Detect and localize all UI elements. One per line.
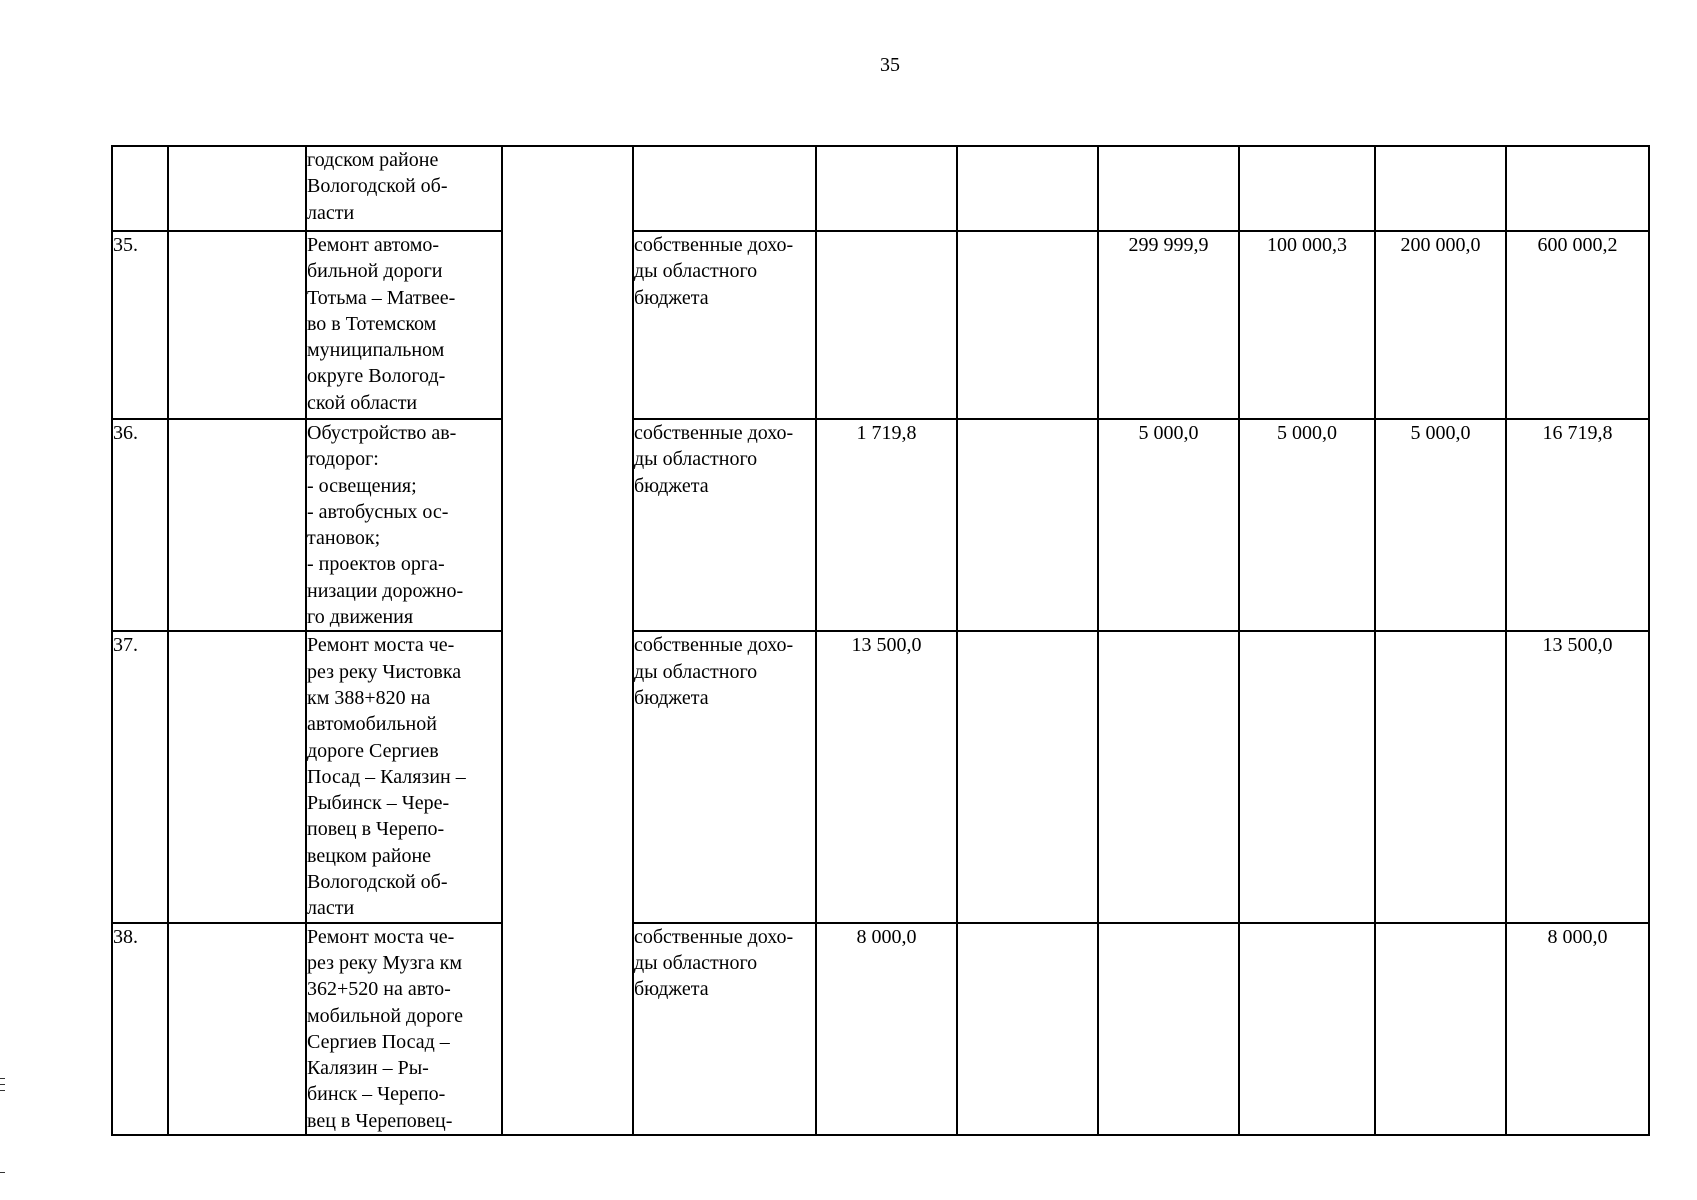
value-cell: 100 000,3 (1239, 231, 1375, 419)
table-row (112, 146, 1649, 231)
empty-cell (168, 231, 306, 419)
table-row (112, 631, 1649, 922)
funding-source: собственные дохо- ды областного бюджета (633, 631, 816, 922)
value-cell (1506, 146, 1649, 231)
empty-cell (168, 923, 306, 1135)
row-number: 36. (112, 419, 168, 631)
value-cell: 299 999,9 (1098, 231, 1239, 419)
table-row (112, 923, 1649, 1135)
budget-table (111, 145, 1650, 1136)
value-cell: 8 000,0 (1506, 923, 1649, 1135)
page-number: 35 (880, 54, 900, 76)
value-cell (1098, 146, 1239, 231)
value-cell (957, 923, 1098, 1135)
scan-edge-dash (0, 1172, 5, 1173)
value-cell (957, 146, 1098, 231)
funding-source: собственные дохо- ды областного бюджета (633, 923, 816, 1135)
value-cell (1098, 923, 1239, 1135)
value-cell (1375, 146, 1506, 231)
merged-cell (502, 146, 633, 1135)
value-cell (1239, 146, 1375, 231)
value-cell: 16 719,8 (1506, 419, 1649, 631)
value-cell (1098, 631, 1239, 922)
value-cell: 600 000,2 (1506, 231, 1649, 419)
measure-name: Ремонт моста че- рез реку Музга км 362+520 на авто- мобильной дороге Сергиев Посад – Калязин – Ры- бинск – Черепо- вец в Череповец- (306, 923, 502, 1135)
value-cell (1375, 631, 1506, 922)
value-cell (957, 631, 1098, 922)
empty-cell (168, 419, 306, 631)
funding-source (633, 146, 816, 231)
measure-name: годском районе Вологодской об- ласти (306, 146, 502, 231)
measure-name: Ремонт автомо- бильной дороги Тотьма – Матвее- во в Тотемском муниципальном округе Вологод- ской области (306, 231, 502, 419)
row-number: 37. (112, 631, 168, 922)
value-cell (957, 419, 1098, 631)
value-cell: 200 000,0 (1375, 231, 1506, 419)
value-cell (816, 231, 957, 419)
row-number: 38. (112, 923, 168, 1135)
value-cell: 13 500,0 (1506, 631, 1649, 922)
measure-name: Обустройство ав- тодорог: - освещения; - автобусных ос- тановок; - проектов орга- низации дорожно- го движения (306, 419, 502, 631)
measure-name: Ремонт моста че- рез реку Чистовка км 388+820 на автомобильной дороге Сергиев Посад – Калязин – Рыбинск – Чере- повец в Черепо- вецком районе Вологодской об- ласти (306, 631, 502, 922)
value-cell: 1 719,8 (816, 419, 957, 631)
table-row (112, 419, 1649, 631)
value-cell (816, 146, 957, 231)
value-cell: 8 000,0 (816, 923, 957, 1135)
row-number (112, 146, 168, 231)
value-cell (1239, 923, 1375, 1135)
value-cell: 5 000,0 (1239, 419, 1375, 631)
value-cell: 13 500,0 (816, 631, 957, 922)
value-cell (957, 231, 1098, 419)
empty-cell (168, 146, 306, 231)
scan-edge-marks (0, 1078, 6, 1096)
funding-source: собственные дохо- ды областного бюджета (633, 231, 816, 419)
empty-cell (168, 631, 306, 922)
value-cell (1375, 923, 1506, 1135)
funding-source: собственные дохо- ды областного бюджета (633, 419, 816, 631)
value-cell: 5 000,0 (1375, 419, 1506, 631)
value-cell (1239, 631, 1375, 922)
table-row (112, 231, 1649, 419)
value-cell: 5 000,0 (1098, 419, 1239, 631)
row-number: 35. (112, 231, 168, 419)
